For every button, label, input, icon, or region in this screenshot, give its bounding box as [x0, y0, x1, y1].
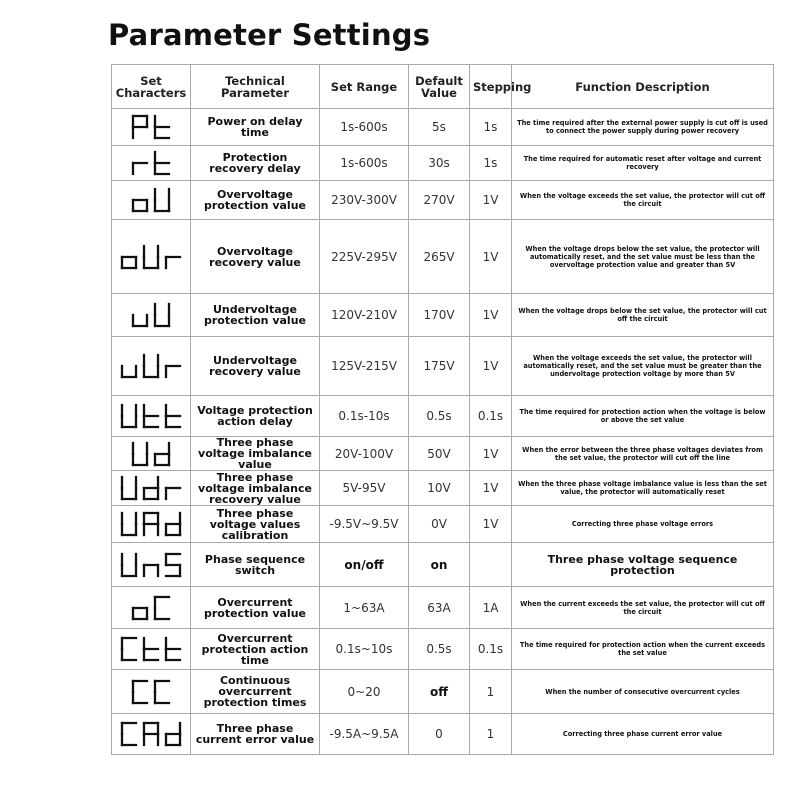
default-value-cell: 170V — [409, 294, 470, 337]
stepping-cell: 1V — [470, 506, 512, 543]
set-range-cell: 225V-295V — [320, 220, 409, 294]
technical-parameter-cell: Continuous overcurrent protection times — [191, 670, 320, 714]
segment-display-icon — [119, 551, 183, 579]
technical-parameter-cell: Three phase voltage imbalance value — [191, 437, 320, 471]
function-description-cell: Correcting three phase current error value — [512, 714, 774, 755]
parameter-table — [111, 64, 774, 755]
default-value-cell: 10V — [409, 471, 470, 506]
set-character-cell — [112, 670, 191, 714]
set-range-cell: 20V-100V — [320, 437, 409, 471]
default-value-cell: on — [409, 543, 470, 587]
table-row — [112, 714, 774, 755]
header-default-value: Default Value — [409, 65, 470, 109]
technical-parameter-cell: Overvoltage protection value — [191, 181, 320, 220]
default-value-cell: 270V — [409, 181, 470, 220]
segment-display-icon — [119, 635, 183, 663]
stepping-cell — [470, 543, 512, 587]
table-row — [112, 109, 774, 146]
technical-parameter-cell: Three phase current error value — [191, 714, 320, 755]
segment-display-icon — [130, 678, 172, 706]
default-value-cell: 0V — [409, 506, 470, 543]
stepping-cell: 1 — [470, 714, 512, 755]
header-stepping: Stepping — [470, 65, 512, 109]
set-range-cell: 230V-300V — [320, 181, 409, 220]
set-range-cell: 5V-95V — [320, 471, 409, 506]
set-character-cell — [112, 181, 191, 220]
table-row — [112, 337, 774, 396]
header-technical-parameter: Technical Parameter — [191, 65, 320, 109]
function-description-cell: When the voltage exceeds the set value, the protector will automatically reset, and the set value must be greater than the undervoltage protection voltage by more than 5V — [512, 337, 774, 396]
default-value-cell: off — [409, 670, 470, 714]
header-function-description: Function Description — [512, 65, 774, 109]
segment-display-icon — [130, 149, 172, 177]
set-character-cell — [112, 294, 191, 337]
stepping-cell: 1V — [470, 337, 512, 396]
technical-parameter-cell: Overvoltage recovery value — [191, 220, 320, 294]
set-range-cell: 0~20 — [320, 670, 409, 714]
set-character-cell — [112, 714, 191, 755]
table-row — [112, 181, 774, 220]
set-character-cell — [112, 220, 191, 294]
stepping-cell: 1s — [470, 109, 512, 146]
default-value-cell: 0.5s — [409, 629, 470, 670]
stepping-cell: 0.1s — [470, 396, 512, 437]
default-value-cell: 63A — [409, 587, 470, 629]
technical-parameter-cell: Phase sequence switch — [191, 543, 320, 587]
table-row — [112, 543, 774, 587]
function-description-cell: When the number of consecutive overcurrent cycles — [512, 670, 774, 714]
segment-display-icon — [130, 113, 172, 141]
default-value-cell: 50V — [409, 437, 470, 471]
function-description-cell: When the voltage exceeds the set value, the protector will cut off the circuit — [512, 181, 774, 220]
default-value-cell: 0.5s — [409, 396, 470, 437]
stepping-cell: 0.1s — [470, 629, 512, 670]
stepping-cell: 1 — [470, 670, 512, 714]
segment-display-icon — [130, 186, 172, 214]
set-range-cell: -9.5V~9.5V — [320, 506, 409, 543]
set-range-cell: 1s-600s — [320, 109, 409, 146]
set-range-cell: -9.5A~9.5A — [320, 714, 409, 755]
table-row — [112, 220, 774, 294]
set-character-cell — [112, 629, 191, 670]
table-row — [112, 437, 774, 471]
header-set-characters: Set Characters — [112, 65, 191, 109]
set-range-cell: 1~63A — [320, 587, 409, 629]
table-row — [112, 629, 774, 670]
segment-display-icon — [130, 440, 172, 468]
table-row — [112, 506, 774, 543]
technical-parameter-cell: Undervoltage recovery value — [191, 337, 320, 396]
table-row — [112, 471, 774, 506]
table-header-row — [112, 65, 774, 109]
technical-parameter-cell: Three phase voltage imbalance recovery value — [191, 471, 320, 506]
stepping-cell: 1V — [470, 437, 512, 471]
stepping-cell: 1s — [470, 146, 512, 181]
function-description-cell: Three phase voltage sequence protection — [512, 543, 774, 587]
set-character-cell — [112, 337, 191, 396]
technical-parameter-cell: Power on delay time — [191, 109, 320, 146]
set-range-cell: 0.1s~10s — [320, 629, 409, 670]
function-description-cell: When the voltage drops below the set value, the protector will cut off the circuit — [512, 294, 774, 337]
segment-display-icon — [130, 301, 172, 329]
stepping-cell: 1V — [470, 181, 512, 220]
segment-display-icon — [119, 510, 183, 538]
segment-display-icon — [119, 243, 183, 271]
function-description-cell: When the three phase voltage imbalance value is less than the set value, the protector will automatically reset — [512, 471, 774, 506]
table-row — [112, 396, 774, 437]
set-character-cell — [112, 543, 191, 587]
function-description-cell: When the current exceeds the set value, the protector will cut off the circuit — [512, 587, 774, 629]
function-description-cell: The time required after the external power supply is cut off is used to connect the power supply during power recovery — [512, 109, 774, 146]
set-range-cell: 0.1s-10s — [320, 396, 409, 437]
default-value-cell: 30s — [409, 146, 470, 181]
segment-display-icon — [119, 720, 183, 748]
technical-parameter-cell: Undervoltage protection value — [191, 294, 320, 337]
function-description-cell: When the voltage drops below the set value, the protector will automatically reset, and the set value must be less than the overvoltage protection value and greater than 5V — [512, 220, 774, 294]
page-title: Parameter Settings — [108, 18, 431, 52]
stepping-cell: 1A — [470, 587, 512, 629]
set-character-cell — [112, 437, 191, 471]
set-range-cell: 125V-215V — [320, 337, 409, 396]
table-row — [112, 587, 774, 629]
set-character-cell — [112, 506, 191, 543]
default-value-cell: 5s — [409, 109, 470, 146]
set-character-cell — [112, 396, 191, 437]
set-character-cell — [112, 587, 191, 629]
stepping-cell: 1V — [470, 294, 512, 337]
table-row — [112, 294, 774, 337]
segment-display-icon — [119, 352, 183, 380]
technical-parameter-cell: Overcurrent protection value — [191, 587, 320, 629]
set-range-cell: 120V-210V — [320, 294, 409, 337]
default-value-cell: 0 — [409, 714, 470, 755]
default-value-cell: 265V — [409, 220, 470, 294]
function-description-cell: The time required for protection action when the voltage is below or above the set value — [512, 396, 774, 437]
technical-parameter-cell: Overcurrent protection action time — [191, 629, 320, 670]
segment-display-icon — [119, 474, 183, 502]
stepping-cell: 1V — [470, 220, 512, 294]
set-character-cell — [112, 146, 191, 181]
function-description-cell: Correcting three phase voltage errors — [512, 506, 774, 543]
technical-parameter-cell: Voltage protection action delay — [191, 396, 320, 437]
default-value-cell: 175V — [409, 337, 470, 396]
set-character-cell — [112, 471, 191, 506]
function-description-cell: The time required for automatic reset after voltage and current recovery — [512, 146, 774, 181]
technical-parameter-cell: Protection recovery delay — [191, 146, 320, 181]
function-description-cell: When the error between the three phase voltages deviates from the set value, the protector will cut off the line — [512, 437, 774, 471]
table-row — [112, 670, 774, 714]
set-range-cell: on/off — [320, 543, 409, 587]
stepping-cell: 1V — [470, 471, 512, 506]
technical-parameter-cell: Three phase voltage values calibration — [191, 506, 320, 543]
segment-display-icon — [130, 594, 172, 622]
set-character-cell — [112, 109, 191, 146]
segment-display-icon — [119, 402, 183, 430]
header-set-range: Set Range — [320, 65, 409, 109]
table-row — [112, 146, 774, 181]
function-description-cell: The time required for protection action when the current exceeds the set value — [512, 629, 774, 670]
set-range-cell: 1s-600s — [320, 146, 409, 181]
